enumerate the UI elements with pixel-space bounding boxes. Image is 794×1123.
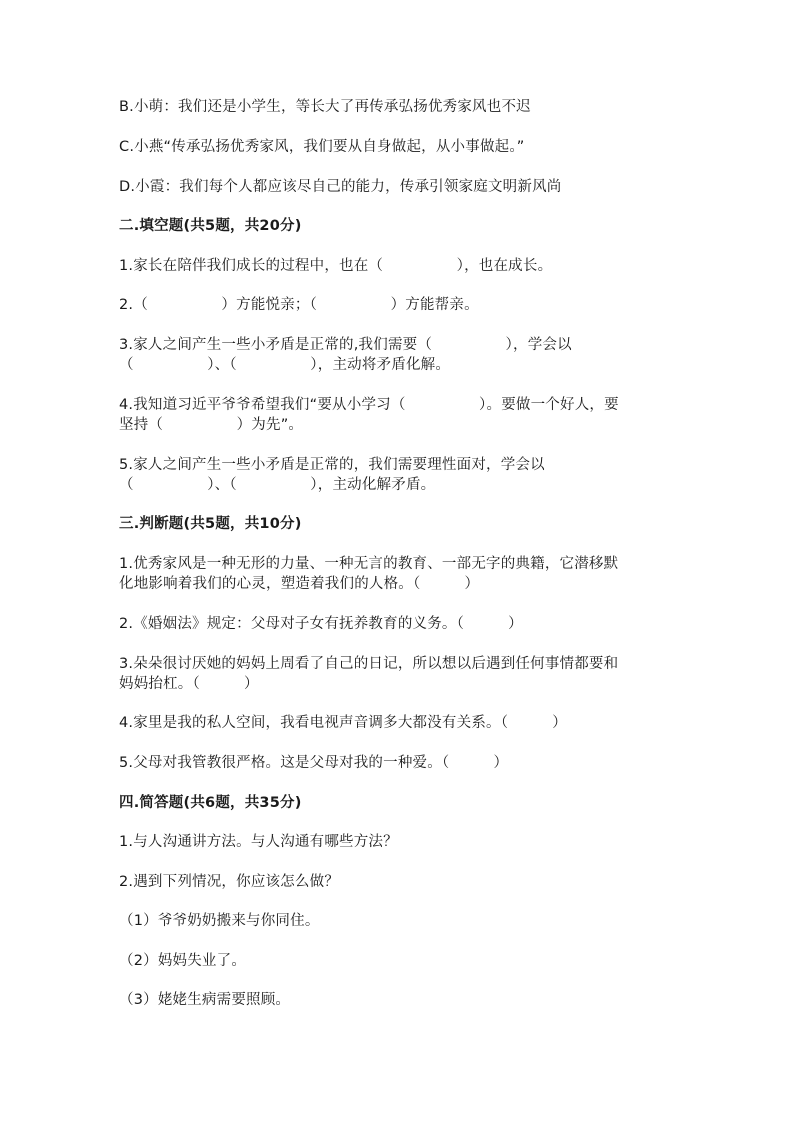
judge-heading: 三.判断题(共5题，共10分) [119, 516, 302, 532]
fill-in-question-3-line-1: 3.家人之间产生一些小矛盾是正常的,我们需要（ ），学会以 [119, 337, 572, 353]
fill-in-question-1: 1.家长在陪伴我们成长的过程中，也在（ ），也在成长。 [119, 258, 553, 274]
short-answer-sub-item-2: （2）妈妈失业了。 [119, 953, 247, 969]
option-b: B.小萌：我们还是小学生，等长大了再传承弘扬优秀家风也不迟 [119, 99, 531, 115]
short-answer-question-1: 1.与人沟通讲方法。与人沟通有哪些方法？ [119, 834, 398, 850]
option-d: D.小霞：我们每个人都应该尽自己的能力，传承引领家庭文明新风尚 [119, 179, 562, 195]
fill-in-heading: 二.填空题(共5题，共20分) [119, 218, 302, 234]
fill-in-question-4-line-2: 坚持（ ）为先”。 [119, 417, 304, 433]
fill-in-question-3-line-2: （ ）、（ ），主动将矛盾化解。 [119, 357, 451, 373]
short-answer-question-2: 2.遇到下列情况，你应该怎么做？ [119, 874, 340, 890]
short-answer-heading: 四.简答题(共6题，共35分) [119, 795, 302, 811]
judge-question-1-line-1: 1.优秀家风是一种无形的力量、一种无言的教育、一部无字的典籍，它潜移默 [119, 556, 619, 572]
option-c: C.小燕“传承弘扬优秀家风，我们要从自身做起，从小事做起。” [119, 139, 525, 155]
judge-question-3-line-1: 3.朵朵很讨厌她的妈妈上周看了自己的日记，所以想以后遇到任何事情都要和 [119, 656, 619, 672]
fill-in-question-4-line-1: 4.我知道习近平爷爷希望我们“要从小学习（ ）。要做一个好人，要 [119, 397, 619, 413]
fill-in-question-2: 2.（ ）方能悦亲；（ ）方能帮亲。 [119, 297, 479, 313]
judge-question-3-line-2: 妈妈抬杠。（ ） [119, 676, 259, 692]
fill-in-question-5-line-1: 5.家人之间产生一些小矛盾是正常的，我们需要理性面对，学会以 [119, 457, 545, 473]
judge-question-2: 2.《婚姻法》规定：父母对子女有抚养教育的义务。（ ） [119, 616, 523, 632]
short-answer-sub-item-1: （1）爷爷奶奶搬来与你同住。 [119, 913, 320, 929]
judge-question-5: 5.父母对我管教很严格。这是父母对我的一种爱。（ ） [119, 755, 509, 771]
fill-in-question-5-line-2: （ ）、（ ），主动化解矛盾。 [119, 477, 436, 493]
judge-question-4: 4.家里是我的私人空间，我看电视声音调多大都没有关系。（ ） [119, 715, 567, 731]
judge-question-1-line-2: 化地影响着我们的心灵，塑造着我们的人格。（ ） [119, 576, 480, 592]
short-answer-sub-item-3: （3）姥姥生病需要照顾。 [119, 992, 291, 1008]
